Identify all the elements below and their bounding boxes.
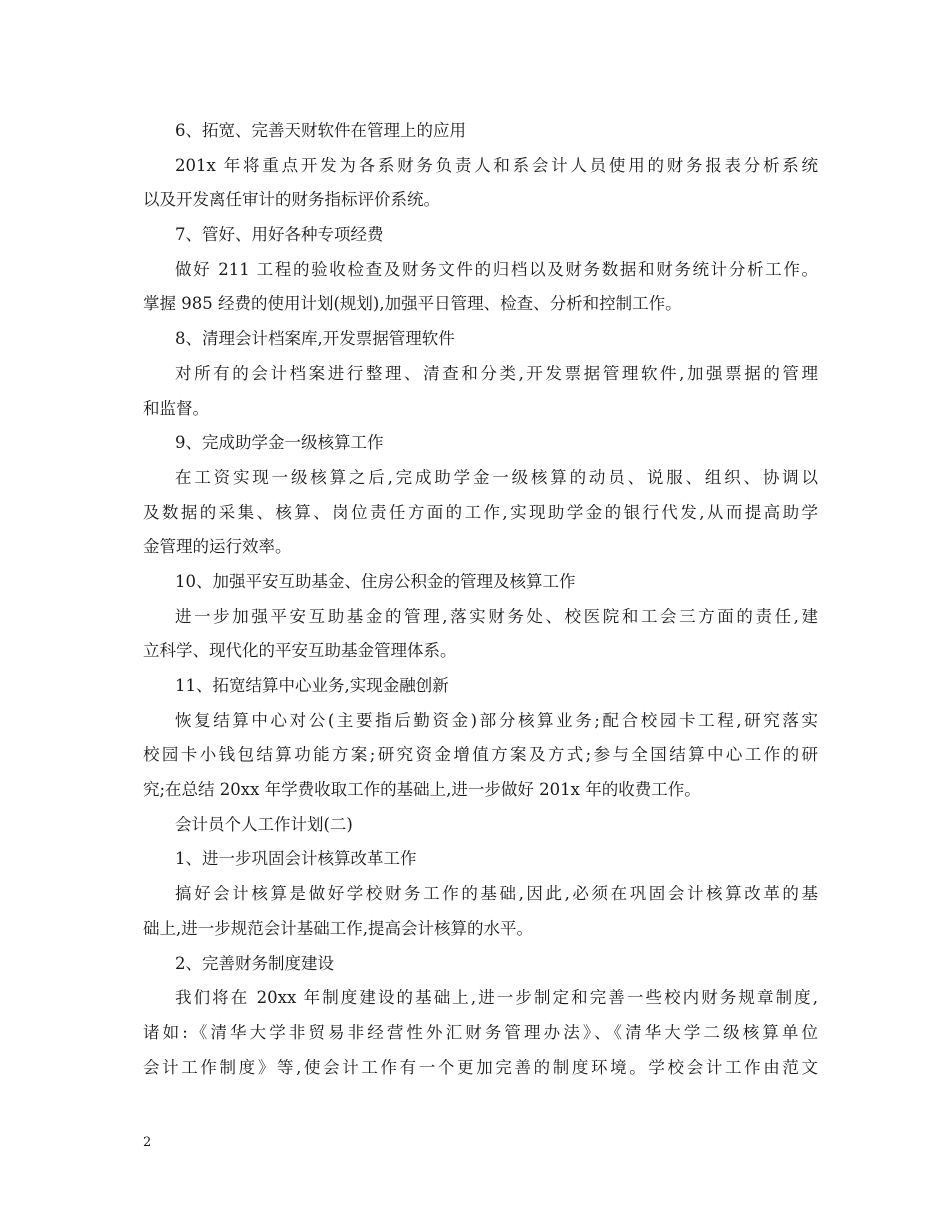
text-line: 201x 年将重点开发为各系财务负责人和系会计人员使用的财务报表分析系统 bbox=[175, 155, 818, 175]
text-line: 搞好会计核算是做好学校财务工作的基础,因此,必须在巩固会计核算改革的基 bbox=[175, 884, 818, 904]
text-line: 进一步加强平安互助基金的管理,落实财务处、校医院和工会三方面的责任,建 bbox=[175, 606, 818, 626]
text-line: 做好 211 工程的验收检查及财务文件的归档以及财务数据和财务统计分析工作。 bbox=[175, 259, 818, 279]
text-line: 在工资实现一级核算之后,完成助学金一级核算的动员、说服、组织、协调以 bbox=[175, 467, 818, 487]
text-line: 10、加强平安互助基金、住房公积金的管理及核算工作 bbox=[175, 571, 576, 591]
text-line: 对所有的会计档案进行整理、清查和分类,开发票据管理软件,加强票据的管理 bbox=[175, 363, 818, 383]
text-line: 诸如:《清华大学非贸易非经营性外汇财务管理办法》、《清华大学二级核算单位 bbox=[143, 1022, 818, 1042]
text-line: 金管理的运行效率。 bbox=[143, 537, 292, 557]
text-line: 和监督。 bbox=[143, 398, 209, 418]
text-line: 2、完善财务制度建设 bbox=[175, 953, 334, 973]
text-line: 8、清理会计档案库,开发票据管理软件 bbox=[175, 329, 455, 349]
text-line: 恢复结算中心对公(主要指后勤资金)部分核算业务;配合校园卡工程,研究落实 bbox=[175, 710, 818, 730]
text-line: 6、拓宽、完善天财软件在管理上的应用 bbox=[175, 121, 466, 140]
text-line: 9、完成助学金一级核算工作 bbox=[175, 433, 384, 453]
text-line: 1、进一步巩固会计核算改革工作 bbox=[175, 849, 417, 869]
text-line: 7、管好、用好各种专项经费 bbox=[175, 225, 384, 245]
page-number: 2 bbox=[143, 1135, 152, 1150]
text-line: 会计工作制度》等,使会计工作有一个更加完善的制度环境。学校会计工作由范文 bbox=[143, 1057, 818, 1077]
text-line: 会计员个人工作计划(二) bbox=[175, 814, 353, 834]
text-line: 究;在总结 20xx 年学费收取工作的基础上,进一步做好 201x 年的收费工作。 bbox=[143, 780, 701, 800]
text-line: 立科学、现代化的平安互助基金管理体系。 bbox=[143, 641, 457, 661]
text-line: 11、拓宽结算中心业务,实现金融创新 bbox=[175, 676, 449, 695]
text-line: 校园卡小钱包结算功能方案;研究资金增值方案及方式;参与全国结算中心工作的研 bbox=[143, 745, 818, 765]
text-line: 础上,进一步规范会计基础工作,提高会计核算的水平。 bbox=[143, 918, 533, 938]
text-line: 我们将在 20xx 年制度建设的基础上,进一步制定和完善一些校内财务规章制度, bbox=[175, 988, 818, 1008]
text-line: 以及开发离任审计的财务指标评价系统。 bbox=[143, 190, 440, 210]
document-body bbox=[143, 114, 818, 1085]
text-line: 及数据的采集、核算、岗位责任方面的工作,实现助学金的银行代发,从而提高助学 bbox=[143, 502, 818, 522]
text-line: 掌握 985 经费的使用计划(规划),加强平日管理、检查、分析和控制工作。 bbox=[143, 294, 682, 314]
